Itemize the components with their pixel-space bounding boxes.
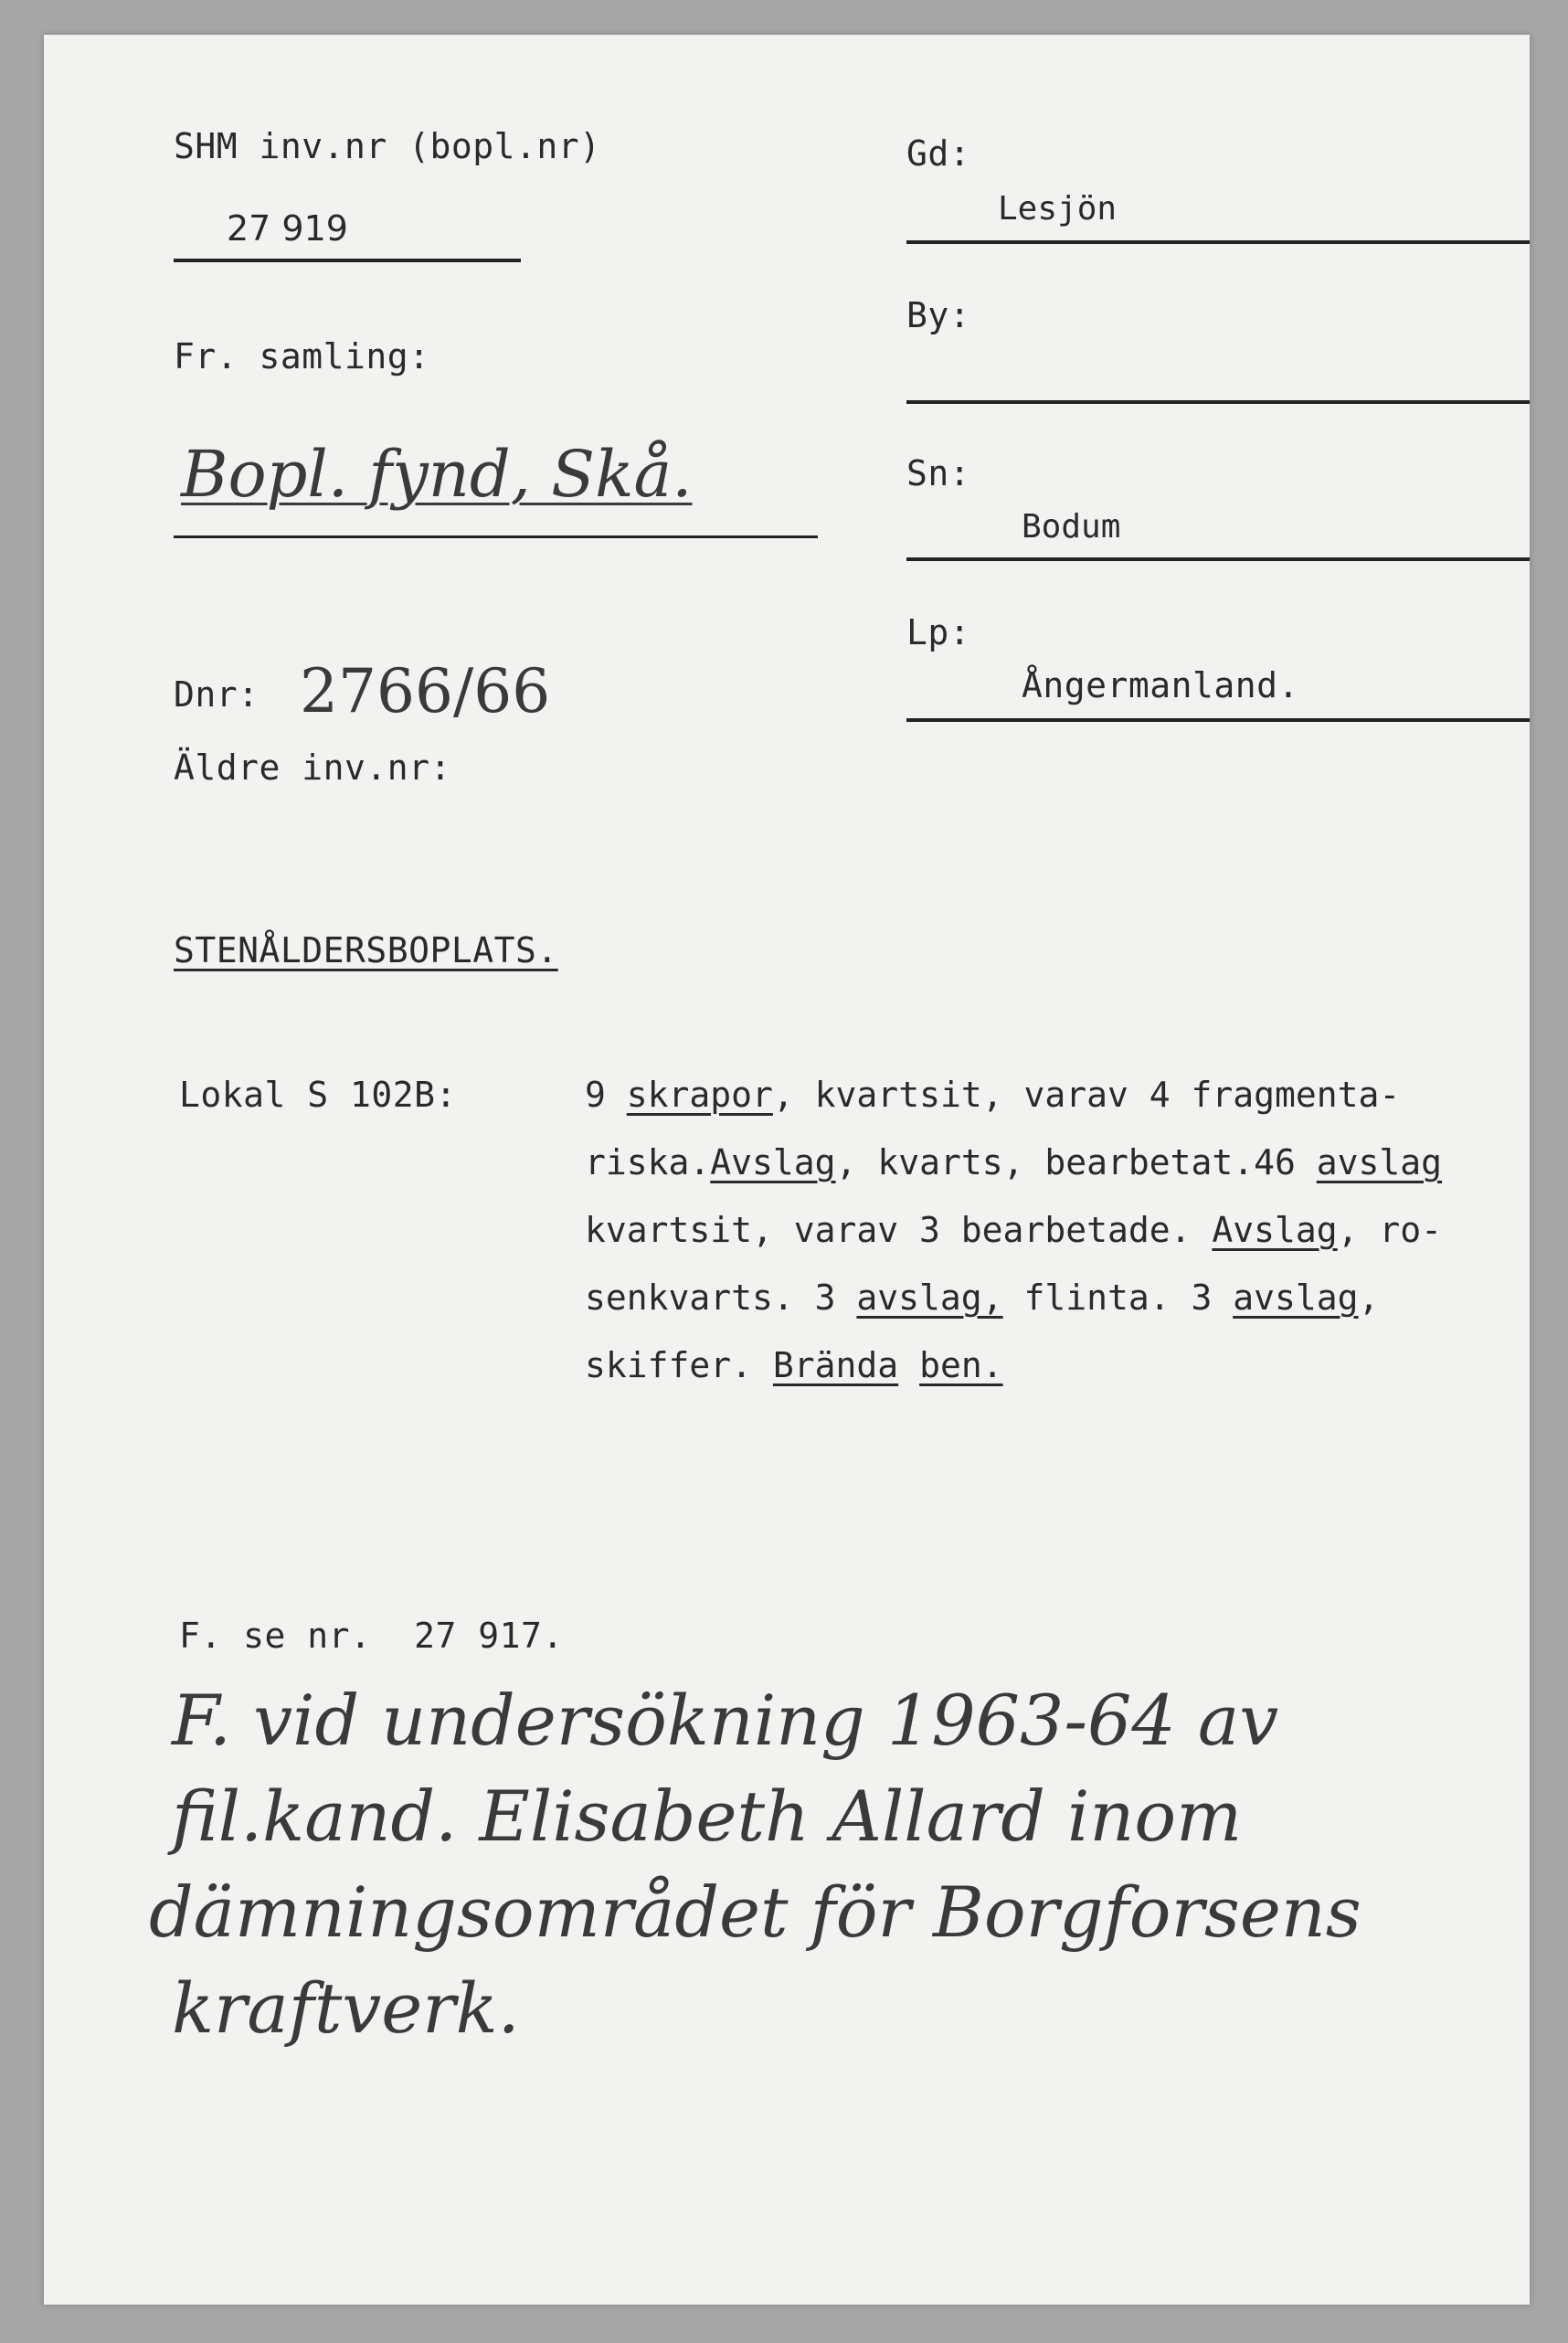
inv-rule xyxy=(174,259,521,262)
find-line-5: skiffer. Brända ben. xyxy=(585,1345,1003,1385)
handwritten-note-line-4: kraftverk. xyxy=(172,1967,520,2049)
handwritten-note-line-2: fil.kand. Elisabeth Allard inom xyxy=(172,1776,1243,1857)
lp-value: Ångermanland. xyxy=(1022,665,1299,705)
lp-label: Lp: xyxy=(906,612,971,652)
fr-samling-label: Fr. samling: xyxy=(174,336,430,376)
site-heading: STENÅLDERSBOPLATS. xyxy=(174,930,558,970)
dnr-handwriting: 2766/66 xyxy=(300,656,551,726)
dnr-label: Dnr: xyxy=(174,674,260,715)
gd-value: Lesjön xyxy=(998,190,1118,228)
gd-label: Gd: xyxy=(906,133,971,174)
gd-rule xyxy=(906,240,1530,244)
by-rule xyxy=(906,400,1530,404)
sn-rule xyxy=(906,557,1530,561)
inv-value: 27 919 xyxy=(227,208,348,249)
catalog-card xyxy=(44,35,1530,2305)
find-line-4: senkvarts. 3 avslag, flinta. 3 avslag, xyxy=(585,1278,1380,1318)
inv-label: SHM inv.nr (bopl.nr) xyxy=(174,126,601,166)
see-number: F. se nr. 27 917. xyxy=(179,1616,564,1656)
fr-samling-handwriting: Bopl. fynd, Skå. xyxy=(181,437,693,512)
sn-value: Bodum xyxy=(1022,508,1121,546)
handwritten-note-line-1: F. vid undersökning 1963-64 av xyxy=(172,1680,1279,1761)
sn-label: Sn: xyxy=(906,453,971,493)
find-line-2: riska.Avslag, kvarts, bearbetat.46 avslag xyxy=(585,1142,1443,1182)
find-line-1: 9 skrapor, kvartsit, varav 4 fragmenta- xyxy=(585,1075,1401,1115)
aldre-inv-label: Äldre inv.nr: xyxy=(174,747,451,788)
handwritten-note-line-3: dämningsområdet för Borgforsens xyxy=(149,1871,1361,1953)
find-line-3: kvartsit, varav 3 bearbetade. Avslag, ro- xyxy=(585,1210,1443,1250)
fr-samling-rule xyxy=(174,535,818,538)
lp-rule xyxy=(906,718,1530,722)
by-label: By: xyxy=(906,295,971,335)
lokal-label: Lokal S 102B: xyxy=(179,1075,457,1115)
